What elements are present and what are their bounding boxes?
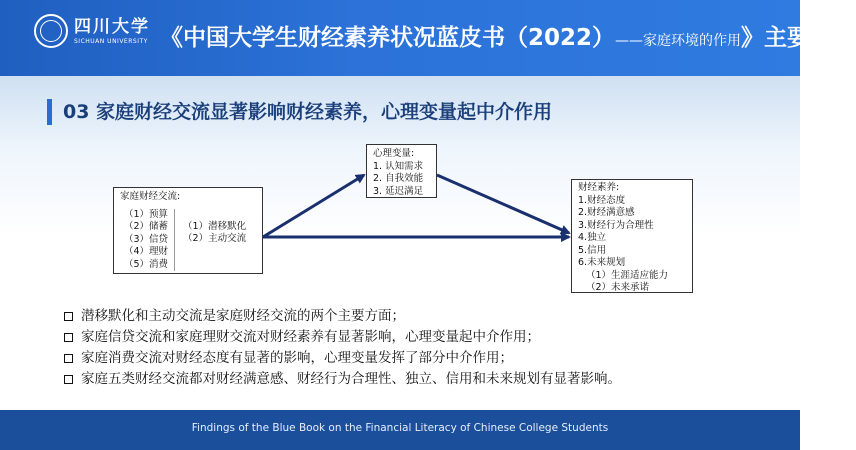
top-box-item: 1. 认知需求 [373, 160, 424, 172]
family-communication-box [113, 187, 263, 274]
square-bullet-icon [64, 375, 73, 384]
arrow-left-to-top [263, 175, 364, 237]
left-box-item: （1）预算 [124, 208, 169, 220]
title-main: 《中国大学生财经素养状况蓝皮书（2022） [160, 25, 616, 51]
top-box-item: 2. 自我效能 [373, 173, 424, 184]
logo-english-name: SICHUAN UNIVERSITY [74, 37, 148, 45]
right-box-item: 6.未来规划 [578, 257, 626, 268]
arrow-top-to-right [437, 175, 569, 233]
square-bullet-icon [64, 312, 73, 321]
finding-text: 潜移默化和主动交流是家庭财经交流的两个主要方面； [81, 308, 405, 324]
right-box-item: 3.财经行为合理性 [578, 219, 654, 231]
footer-text: Findings of the Blue Book on the Financial Literacy of Chinese College Students [191, 422, 609, 434]
left-box-title: 家庭财经交流: [120, 191, 181, 202]
left-box-item: （5）消费 [124, 258, 169, 270]
financial-literacy-box [571, 179, 693, 293]
finding-text: 家庭信贷交流和家庭理财交流对财经素养有显著影响，心理变量起中介作用； [81, 329, 540, 345]
logo-chinese-name: 四川大学 [74, 16, 150, 37]
right-box-item: 2.财经满意感 [578, 207, 635, 218]
right-box-item: 5.信用 [578, 244, 607, 256]
psychological-variables-box [366, 144, 437, 198]
top-box-item: 3. 延迟满足 [373, 185, 424, 197]
top-box-title: 心理变量: [373, 148, 415, 159]
left-box-item: （4）理财 [124, 246, 169, 257]
title-subtitle: ——家庭环境的作用 [615, 33, 742, 49]
finding-text: 家庭五类财经交流都对财经满意感、财经行为合理性、独立、信用和未来规划有显著影响。 [81, 371, 621, 387]
left-box-mode: （1）潜移默化 [183, 220, 247, 232]
right-box-subitem: （1）生涯适应能力 [586, 269, 669, 281]
square-bullet-icon [64, 354, 73, 363]
findings-list [64, 306, 621, 390]
left-box-mode: （2）主动交流 [183, 233, 247, 244]
square-bullet-icon [64, 333, 73, 342]
finding-item [64, 327, 621, 348]
left-box-item: （3）信贷 [124, 233, 169, 245]
finding-item [64, 369, 621, 390]
title-end: 》主要发现 [741, 25, 856, 51]
right-box-item: 4.独立 [578, 232, 607, 243]
right-box-title: 财经素养: [578, 182, 620, 193]
right-box-item: 1.财经态度 [578, 194, 626, 206]
right-box-subitem: （2）未来承诺 [586, 282, 650, 293]
footer-bar [0, 410, 800, 450]
left-box-item: （2）储蓄 [124, 221, 169, 232]
finding-item [64, 348, 621, 369]
finding-text: 家庭消费交流对财经态度有显著的影响，心理变量发挥了部分中介作用； [81, 350, 513, 366]
finding-item [64, 306, 621, 327]
section-title: 03 家庭财经交流显著影响财经素养，心理变量起中介作用 [63, 101, 553, 123]
